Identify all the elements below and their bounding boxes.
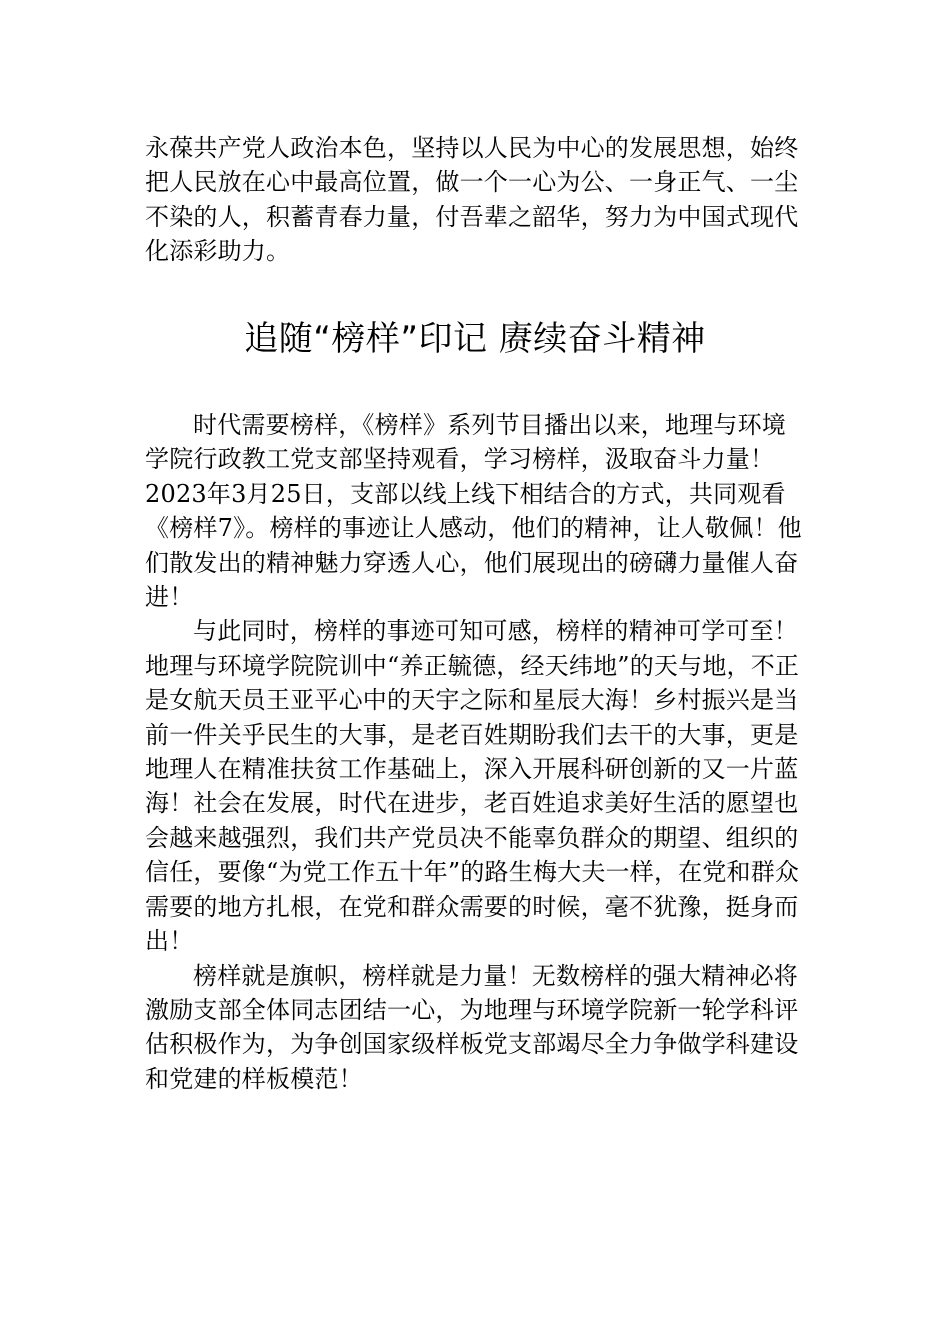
- body-paragraph: 榜样就是旗帜，榜样就是力量！无数榜样的强大精神必将激励支部全体同志团结一心，为地理与环境学院新一轮学科评估积极作为，为争创国家级样板党支部竭尽全力争做学科建设和党建的样板模范！: [145, 961, 799, 1093]
- body-paragraph: 时代需要榜样，《榜样》系列节目播出以来，地理与环境学院行政教工党支部坚持观看，学习榜样，汲取奋斗力量！2023年3月25日，支部以线上线下相结合的方式，共同观看《榜样7》。榜样的事迹让人感动，他们的精神，让人敬佩！他们散发出的精神魅力穿透人心，他们展现出的磅礴力量催人奋进！: [145, 411, 802, 612]
- intro-section: [145, 131, 810, 269]
- body-paragraph: 与此同时，榜样的事迹可知可感，榜样的精神可学可至！地理与环境学院院训中“养正毓德，经天纬地”的天与地，不正是女航天员王亚平心中的天宇之际和星辰大海！乡村振兴是当前一件关乎民生的大事，是老百姓期盼我们去干的大事，更是地理人在精准扶贫工作基础上，深入开展科研创新的又一片蓝海！社会在发展，时代在进步，老百姓追求美好生活的愿望也会越来越强烈，我们共产党员决不能辜负群众的期望、组织的信任，要像“为党工作五十年”的路生梅大夫一样，在党和群众需要的地方扎根，在党和群众需要的时候，毫不犹豫，挺身而出！: [145, 617, 800, 956]
- article-title: 追随“榜样”印记 赓续奋斗精神: [244, 319, 706, 359]
- article-body: [145, 408, 810, 1096]
- intro-paragraph: 永葆共产党人政治本色，坚持以人民为中心的发展思想，始终把人民放在心中最高位置，做一个一心为公、一身正气、一尘不染的人，积蓄青春力量，付吾辈之韶华，努力为中国式现代化添彩助力。: [145, 134, 799, 266]
